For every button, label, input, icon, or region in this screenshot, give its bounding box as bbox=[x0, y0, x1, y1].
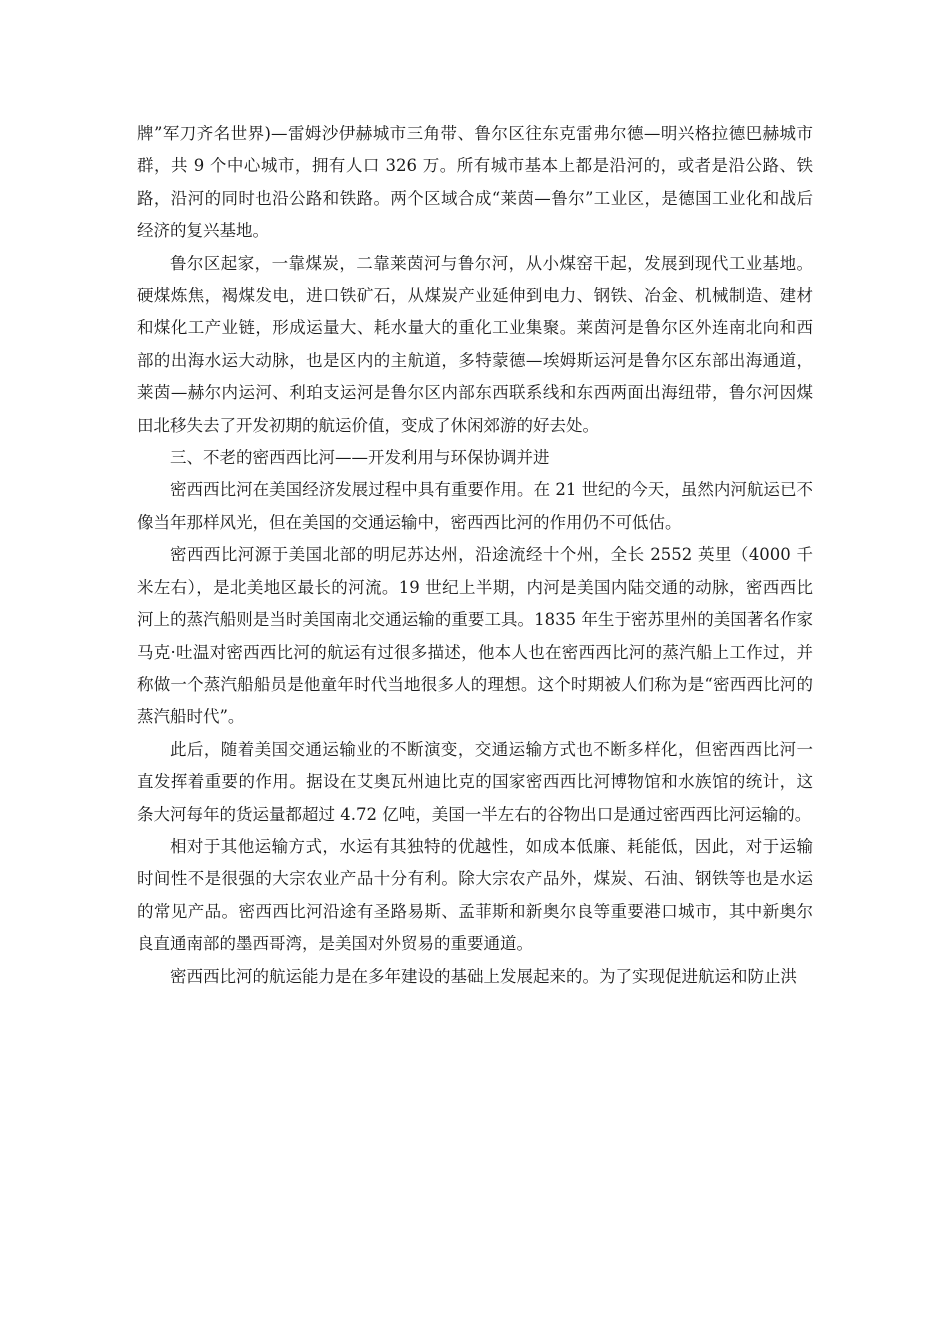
paragraph: 密西西比河在美国经济发展过程中具有重要作用。在 21 世纪的今天，虽然内河航运已不像当年那样风光，但在美国的交通运输中，密西西比河的作用仍不可低估。 bbox=[137, 480, 813, 532]
paragraph: 密西西比河的航运能力是在多年建设的基础上发展起来的。为了实现促进航运和防止洪 bbox=[170, 966, 797, 986]
document-body bbox=[137, 118, 813, 993]
section-heading: 三、不老的密西西比河——开发利用与环保协调并进 bbox=[170, 448, 550, 468]
paragraph: 此后，随着美国交通运输业的不断演变，交通运输方式也不断多样化，但密西西比河一直发挥着重要的作用。据设在艾奥瓦州迪比克的国家密西西比河博物馆和水族馆的统计，这条大河每年的货运量都超过 4.72 亿吨，美国一半左右的谷物出口是通过密西西比河运输的。 bbox=[137, 739, 813, 824]
paragraph: 密西西比河源于美国北部的明尼苏达州，沿途流经十个州，全长 2552 英里（4000 千米左右），是北美地区最长的河流。19 世纪上半期，内河是美国内陆交通的动脉，密西西比河上的蒸汽船则是当时美国南北交通运输的重要工具。1835 年生于密苏里州的美国著名作家马克·吐温对密西西比河的航运有过很多描述，他本人也在密西西比河的蒸汽船上工作过，并称做一个蒸汽船船员是他童年时代当地很多人的理想。这个时期被人们称为是“密西西比河的蒸汽船时代”。 bbox=[137, 545, 813, 727]
paragraph: 相对于其他运输方式，水运有其独特的优越性，如成本低廉、耗能低，因此，对于运输时间性不是很强的大宗农业产品十分有利。除大宗农产品外，煤炭、石油、钢铁等也是水运的常见产品。密西西比河沿途有圣路易斯、孟菲斯和新奥尔良等重要港口城市，其中新奥尔良直通南部的墨西哥湾，是美国对外贸易的重要通道。 bbox=[137, 836, 813, 954]
paragraph-continued: 牌”军刀齐名世界)—雷姆沙伊赫城市三角带、鲁尔区往东克雷弗尔德—明兴格拉德巴赫城市群，共 9 个中心城市，拥有人口 326 万。所有城市基本上都是沿河的，或者是沿公路、铁路，沿河的同时也沿公路和铁路。两个区域合成“莱茵—鲁尔”工业区，是德国工业化和战后经济的复兴基地。 bbox=[137, 124, 813, 241]
paragraph: 鲁尔区起家，一靠煤炭，二靠莱茵河与鲁尔河，从小煤窑干起，发展到现代工业基地。硬煤炼焦，褐煤发电，进口铁矿石，从煤炭产业延伸到电力、钢铁、冶金、机械制造、建材和煤化工产业链，形成运量大、耗水量大的重化工业集聚。莱茵河是鲁尔区外连南北向和西部的出海水运大动脉，也是区内的主航道，多特蒙德—埃姆斯运河是鲁尔区东部出海通道，莱茵—赫尔内运河、利珀支运河是鲁尔区内部东西联系线和东西两面出海纽带，鲁尔河因煤田北移失去了开发初期的航运价值，变成了休闲郊游的好去处。 bbox=[137, 253, 813, 435]
